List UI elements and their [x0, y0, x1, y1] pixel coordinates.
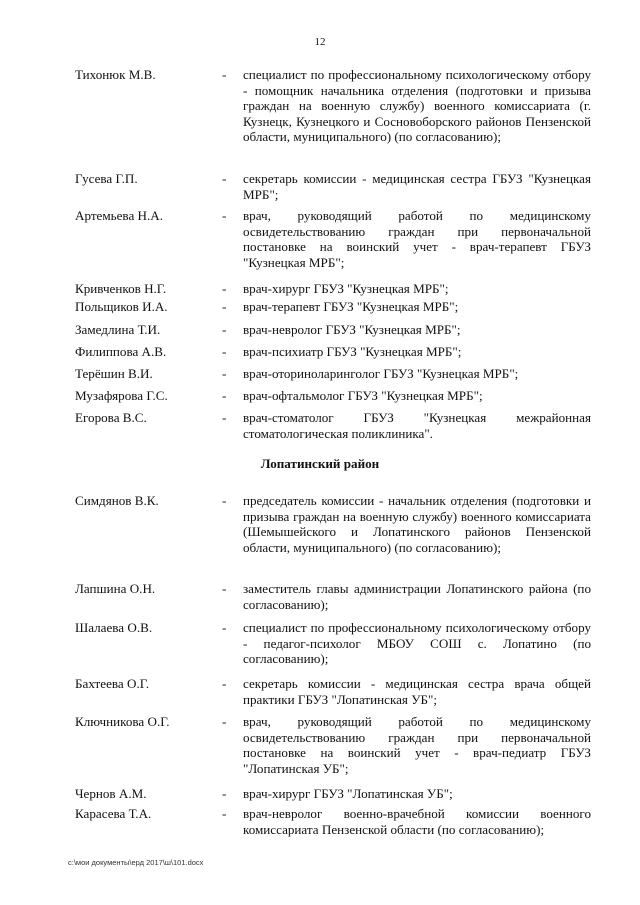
page-number: 12	[314, 36, 326, 48]
person-role: врач, руководящий работой по медицинскому освидетельствованию граждан при первоначальной постановке на воинский учет - врач-педиатр ГБУЗ "Лопатинская УБ";	[243, 714, 591, 776]
person-name: Гусева Г.П.	[75, 171, 138, 186]
dash-separator: -	[222, 366, 227, 381]
person-name: Музафярова Г.С.	[75, 388, 168, 403]
person-role: врач-невролог ГБУЗ "Кузнецкая МРБ";	[243, 322, 461, 337]
file-path-footer: c:\мои документы\ерд 2017\ш\101.docx	[68, 858, 204, 867]
dash-separator: -	[222, 344, 227, 359]
person-name: Замедлина Т.И.	[75, 322, 161, 337]
dash-separator: -	[222, 281, 227, 296]
dash-separator: -	[222, 299, 227, 314]
dash-separator: -	[222, 171, 227, 186]
person-role: секретарь комиссии - медицинская сестра ГБУЗ "Кузнецкая МРБ";	[243, 171, 591, 202]
person-name: Лапшина О.Н.	[75, 581, 156, 596]
dash-separator: -	[222, 493, 227, 508]
dash-separator: -	[222, 581, 227, 596]
person-name: Чернов А.М.	[75, 786, 147, 801]
dash-separator: -	[222, 410, 227, 425]
person-name: Ключникова О.Г.	[75, 714, 170, 729]
dash-separator: -	[222, 322, 227, 337]
dash-separator: -	[222, 388, 227, 403]
dash-separator: -	[222, 620, 227, 635]
person-name: Карасева Т.А.	[75, 806, 152, 821]
person-role: врач-психиатр ГБУЗ "Кузнецкая МРБ";	[243, 344, 462, 359]
person-role: секретарь комиссии - медицинская сестра врача общей практики ГБУЗ "Лопатинская УБ";	[243, 676, 591, 707]
person-role: врач-стоматолог ГБУЗ "Кузнецкая межрайонная стоматологическая поликлиника".	[243, 410, 591, 441]
person-name: Симдянов В.К.	[75, 493, 159, 508]
person-name: Бахтеева О.Г.	[75, 676, 150, 691]
person-role: врач, руководящий работой по медицинскому освидетельствованию граждан при первоначальной постановке на воинский учет - врач-терапевт ГБУЗ "Кузнецкая МРБ";	[243, 208, 591, 270]
person-name: Филиппова А.В.	[75, 344, 167, 359]
person-name: Кривченков Н.Г.	[75, 281, 167, 296]
person-role: врач-терапевт ГБУЗ "Кузнецкая МРБ";	[243, 299, 459, 314]
person-role: председатель комиссии - начальник отделения (подготовки и призыва граждан на военную службу) военного комиссариата (Шемышейского и Лопатинского районов Пензенской области, муниципального) (по согласованию);	[243, 493, 591, 555]
dash-separator: -	[222, 714, 227, 729]
person-name: Шалаева О.В.	[75, 620, 153, 635]
dash-separator: -	[222, 786, 227, 801]
dash-separator: -	[222, 676, 227, 691]
dash-separator: -	[222, 208, 227, 223]
dash-separator: -	[222, 806, 227, 821]
person-name: Терёшин В.И.	[75, 366, 153, 381]
person-role: врач-хирург ГБУЗ "Лопатинская УБ";	[243, 786, 453, 801]
person-role: врач-оториноларинголог ГБУЗ "Кузнецкая МРБ";	[243, 366, 519, 381]
person-role: специалист по профессиональному психологическому отбору - педагог-психолог МБОУ СОШ с. Лопатино (по согласованию);	[243, 620, 591, 667]
person-name: Егорова В.С.	[75, 410, 147, 425]
person-role: заместитель главы администрации Лопатинского района (по согласованию);	[243, 581, 591, 612]
person-name: Артемьева Н.А.	[75, 208, 163, 223]
section-title: Лопатинский район	[260, 456, 380, 471]
person-name: Польщиков И.А.	[75, 299, 168, 314]
person-role: врач-офтальмолог ГБУЗ "Кузнецкая МРБ";	[243, 388, 483, 403]
dash-separator: -	[222, 67, 227, 82]
person-role: врач-хирург ГБУЗ "Кузнецкая МРБ";	[243, 281, 449, 296]
person-role: врач-невролог военно-врачебной комиссии военного комиссариата Пензенской области (по согласованию);	[243, 806, 591, 837]
person-role: специалист по профессиональному психологическому отбору - помощник начальника отделения (подготовки и призыва граждан на военную службу) военного комиссариата (г. Кузнецк, Кузнецкого и Сосновоборского районов Пензенской области, муниципального) (по согласованию);	[243, 67, 591, 145]
person-name: Тихонюк М.В.	[75, 67, 156, 82]
